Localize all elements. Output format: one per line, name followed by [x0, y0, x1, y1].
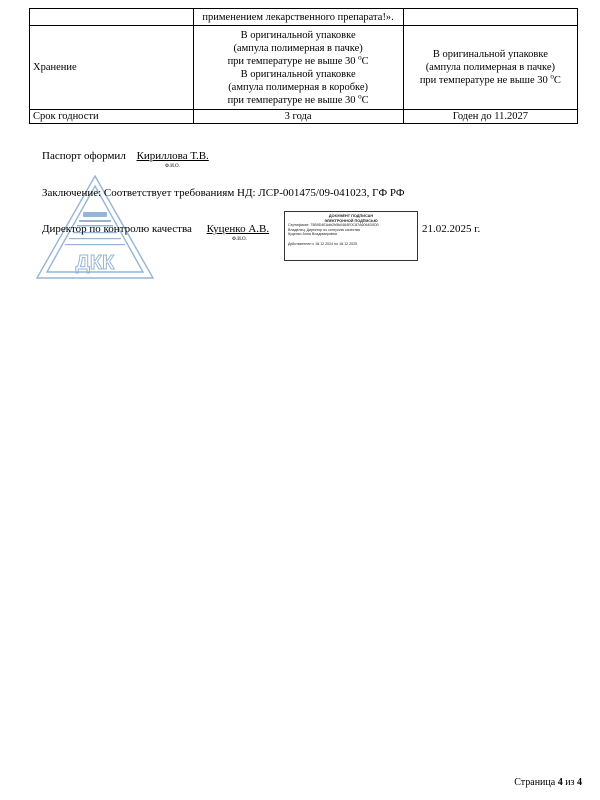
degree-mark: о — [358, 92, 362, 100]
page-current: 4 — [557, 777, 563, 788]
storage-requirement-cell — [193, 26, 403, 110]
esign-valid: Действителен с 18.12.2024 по 18.12.2025 — [288, 242, 358, 247]
passport-fio-caption: Ф.И.О. — [165, 164, 180, 169]
page-of: из — [565, 777, 575, 788]
conclusion-text: Заключение: Соответствует требованиям НД: ЛСР-001475/09-041023, ГФ РФ — [42, 187, 405, 199]
electronic-signature-box — [284, 211, 418, 261]
page-prefix: Страница — [514, 777, 556, 788]
esign-owner-1: Владелец: Директор по контролю качества — [288, 227, 360, 232]
table-row-storage — [30, 26, 578, 110]
director-date: 21.02.2025 г. — [422, 223, 481, 235]
esign-heading-2: ЭЛЕКТРОННОЙ ПОДПИСЬЮ — [324, 218, 378, 223]
director-name: Куценко А.В. — [206, 223, 270, 235]
shelf-life-requirement-cell — [193, 110, 403, 124]
storage-label-cell — [30, 26, 194, 110]
storage-req-line-2: (ампула полимерная в пачке) — [233, 42, 363, 54]
page-number — [514, 777, 582, 788]
degree-mark: о — [358, 53, 362, 61]
storage-req-line-5: (ампула полимерная в коробке) — [228, 81, 369, 93]
table-row-continuation — [30, 9, 578, 26]
continuation-requirement-cell — [193, 9, 403, 26]
continuation-result-cell — [403, 9, 577, 26]
director-row — [42, 223, 269, 235]
shelf-life-result: Годен до 11.2027 — [452, 111, 528, 122]
shelf-life-requirement: 3 года — [284, 111, 312, 122]
passport-row — [42, 150, 209, 162]
storage-res-line-1: В оригинальной упаковке — [432, 49, 548, 60]
shelf-life-label-cell — [30, 110, 194, 124]
esign-owner-2: Куценко Анна Владимировна — [288, 232, 337, 236]
continuation-label-cell — [30, 9, 194, 26]
page-total: 4 — [577, 777, 582, 788]
esign-certificate: Сертификат: 75B9D4EAdb2b5b0484E0C87A6064D0D0 — [288, 223, 379, 228]
shelf-life-result-cell — [403, 110, 577, 124]
temperature-unit: С — [553, 75, 561, 86]
esign-heading-1: ДОКУМЕНТ ПОДПИСАН — [328, 214, 374, 218]
stamp-label: ДКК — [75, 252, 115, 274]
spec-table — [29, 8, 578, 124]
storage-res-line-3: при температуре не выше 30 $^о$С — [419, 72, 561, 86]
temperature-unit: С — [361, 55, 369, 67]
storage-req-line-1: В оригинальной упаковке — [240, 29, 356, 41]
storage-result-cell — [403, 26, 577, 110]
degree-mark: о — [550, 72, 554, 81]
continuation-requirement-text: применением лекарственного препарата!». — [202, 11, 394, 23]
shelf-life-label: Срок годности — [33, 111, 99, 122]
table-row-shelf-life — [30, 110, 578, 124]
passport-label: Паспорт оформил — [42, 150, 126, 162]
storage-res-line-2: (ампула полимерная в пачке) — [425, 62, 556, 73]
storage-req-line-6: при температуре не выше 30 $^о$С — [227, 92, 369, 106]
director-label: Директор по контролю качества — [42, 223, 192, 235]
storage-req-line-3: при температуре не выше 30 $^о$С — [227, 53, 369, 67]
passport-name: Кириллова Т.В. — [136, 150, 209, 162]
temperature-unit: С — [361, 94, 369, 106]
storage-req-line-4: В оригинальной упаковке — [240, 68, 356, 80]
director-fio-caption: Ф.И.О. — [232, 237, 247, 242]
storage-label: Хранение — [33, 62, 77, 73]
